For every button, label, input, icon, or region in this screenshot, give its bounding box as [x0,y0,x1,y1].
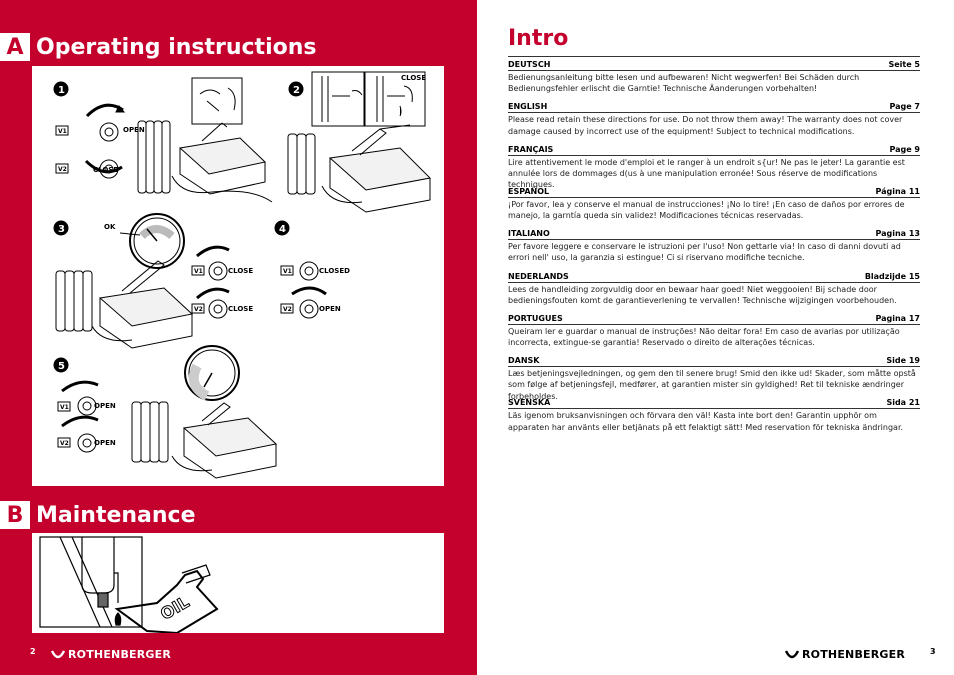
step-4-v2-tag: V2 [283,306,292,313]
language-section [508,102,920,136]
radiator-3 [56,271,92,331]
language-header [508,314,920,325]
language-section [508,60,920,94]
valve-v1-icon [100,123,118,141]
language-header [508,187,920,198]
language-notice-text: Queiram ler e guardar o manual de instruções! Não deitar fora! Em caso de avarias por utilização incorrecta, extingue-se garantia! Reservado o direito de alterações técnicas. [508,326,900,347]
language-name: PORTUGUES [508,313,563,323]
language-header [508,60,920,71]
brand-logo-left [50,648,171,661]
oil-drop [115,613,120,625]
step-3-v1-label: CLOSE [228,267,254,275]
language-header [508,145,920,156]
page-number-left: 2 [30,647,36,656]
language-name: DANSK [508,356,540,366]
section-a-header [0,33,317,61]
step-5-v1-tag: V1 [60,404,69,411]
language-page-ref: Page 7 [889,102,920,112]
maintenance-panel [32,533,444,633]
radiator-5 [132,402,168,462]
language-page-ref: Pagina 17 [875,313,920,323]
language-section [508,272,920,306]
language-name: ENGLISH [508,102,548,112]
language-section [508,314,920,348]
step-5-number: 5 [58,361,65,372]
section-b-header [0,501,196,529]
pump-tank-1 [180,138,265,174]
page-number-right: 3 [930,647,936,656]
step-4-v1-tag: V1 [283,268,292,275]
step-1-detail-frame [192,78,242,124]
step-4-v2-label: OPEN [319,305,341,313]
language-page-ref: Página 11 [875,186,920,196]
language-name: ESPAÑOL [508,186,550,196]
language-name: NEDERLANDS [508,271,569,281]
step-1-v2-label: CLOSE [93,166,119,174]
language-header [508,398,920,409]
language-notice-text: Læs betjeningsvejledningen, og gem den til senere brug! Smid den ikke ud! Skader, som måtte opstå som følge af betjeningsfejl, medfører, at garantien mister sin gyldighed! Ret til tekniske ændringer forbeholdes. [508,369,916,401]
language-page-ref: Page 9 [889,144,920,154]
step-2-number: 2 [293,85,300,96]
step-3-ok-label: OK [104,223,116,231]
pump-tank-3 [100,288,192,326]
step-3-v2-tag: V2 [194,306,203,313]
language-header [508,229,920,240]
right-page [477,0,954,675]
section-b-letter: B [0,501,30,529]
section-a-letter: A [0,33,30,61]
pump-tank-2 [330,148,430,190]
language-section [508,356,920,402]
step-1-v1-tag: V1 [58,128,67,135]
language-notice-text: Lees de handleiding zorgvuldig door en bewaar haar goed! Niet weggooien! Bij schade door bedieningsfouten komt de garantieverlening te vervallen! Technische wijzigingen voorbehouden. [508,284,897,305]
language-page-ref: Seite 5 [888,60,920,69]
language-header [508,356,920,367]
section-b-title: Maintenance [36,502,196,528]
step-3-v2-label: CLOSE [228,305,254,313]
language-notice-text: Please read retain these directions for use. Do not throw them away! The warranty does not cover damage caused by incorrect use of the equipment! Subject to technical modifications. [508,115,903,136]
intro-divider [508,56,920,57]
language-notice-text: Läs igenom bruksanvisningen och förvara den väl! Kasta inte bort den! Garantin upphör om apparaten har använts eller betjänats på ett felaktigt sätt! Med reservation för tekniska ändringar. [508,411,904,432]
step-2-close-label: CLOSE [401,74,427,82]
step-1-number: 1 [58,85,65,96]
rothenberger-logo-icon [50,649,66,661]
operating-instructions-panel [32,66,444,486]
brand-name-right: ROTHENBERGER [802,648,906,661]
step-5-v1-label: OPEN [94,402,116,410]
brand-logo-right [784,648,905,661]
oil-label: OIL [157,592,193,624]
language-section [508,229,920,263]
section-a-title: Operating instructions [36,34,317,60]
language-page-ref: Bladzijde 15 [864,271,920,281]
language-name: ITALIANO [508,229,550,239]
language-section [508,398,920,432]
language-section [508,187,920,221]
language-notice-text: Lire attentivement le mode d'emploi et le ranger à un endroit s{ur! Ne pas le jeter! La garantie est annulée lors de dommages d(us à une manipulation erronée! Sous réserve de modifications techniques. [508,157,905,189]
language-notice-text: Per favore leggere e conservare le istruzioni per l'uso! Non gettarle via! In caso di danni dovuti ad errori nell' uso, la garanzia si estingue! Ci si riservano modifiche tecniche. [508,242,901,263]
step-5-v2-tag: V2 [60,440,69,447]
radiator-2 [288,134,315,194]
brand-name-left: ROTHENBERGER [68,648,172,661]
maintenance-frame [40,537,142,627]
step-1-v1-label: OPEN [123,126,145,134]
language-name: FRANÇAIS [508,144,554,154]
step-4-v1-label: CLOSED [319,267,350,275]
step-2-detail-a [312,72,364,126]
operating-illustrations [32,66,444,486]
bleed-screw [98,593,108,607]
intro-title: Intro [508,26,569,51]
language-section [508,145,920,191]
step-3-v1-tag: V1 [194,268,203,275]
step-5-v2-label: OPEN [94,439,116,447]
language-page-ref: Pagina 13 [875,229,920,239]
language-page-ref: Sida 21 [886,398,920,408]
pump-tank-5 [184,418,276,456]
maintenance-illustration [32,533,444,633]
language-name: DEUTSCH [508,60,551,69]
language-header [508,102,920,113]
language-notice-text: Bedienungsanleitung bitte lesen und aufbewaren! Nicht wegwerfen! Bei Schäden durch Bedienungsfehler erlischt die Garntie! Technische Äanderungen vorbehalten! [508,73,860,94]
language-notice-text: ¡Por favor, lea y conserve el manual de instrucciones! ¡No lo tire! ¡En caso de daños por errores de manejo, la garntía queda sin validez! Modificaciones técnicas reservadas. [508,199,905,221]
step-1-v2-tag: V2 [58,166,67,173]
rothenberger-logo-icon [784,649,800,661]
step-4-number: 4 [279,224,286,235]
language-name: SVENSKA [508,398,551,408]
language-page-ref: Side 19 [886,356,920,366]
step-3-number: 3 [58,224,65,235]
language-header [508,272,920,283]
